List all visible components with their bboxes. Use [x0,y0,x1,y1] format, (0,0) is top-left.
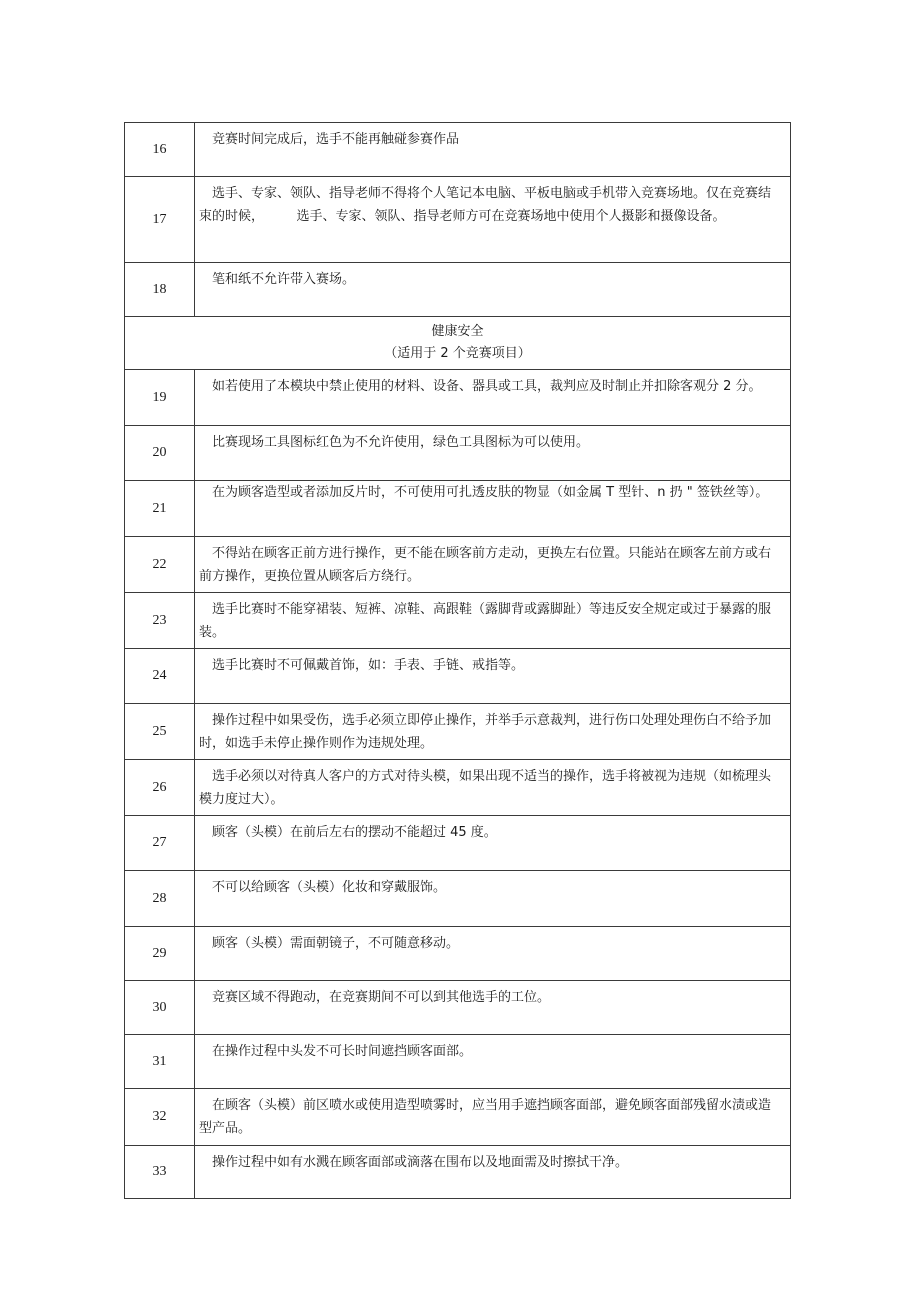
row-number: 18 [125,263,195,316]
row-text: 笔和纸不允许带入赛场。 [212,272,356,287]
row-number: 19 [125,370,195,425]
row-number: 25 [125,704,195,759]
row-number: 17 [125,177,195,262]
row-text: 在操作过程中头发不可长时间遮挡顾客面部。 [212,1044,473,1059]
table-row [125,1146,790,1198]
table-row [125,1089,790,1146]
row-number: 20 [125,426,195,480]
section-header [125,317,790,370]
row-text: 选手、专家、领队、指导老师不得将个人笔记本电脑、平板电脑或手机带入竞赛场地。仅在竞赛结束的时候， 选手、专家、领队、指导老师方可在竞赛场地中使用个人摄影和摄像设备。 [199,186,772,224]
row-text: 顾客（头模）在前后左右的摆动不能超过 45 度。 [212,825,497,840]
table-row [125,871,790,927]
row-number: 28 [125,871,195,926]
table-row [125,481,790,537]
table-row [125,760,790,816]
row-number: 31 [125,1035,195,1088]
row-text: 不可以给顾客（头模）化妆和穿戴服饰。 [212,880,447,895]
table-row [125,263,790,317]
table-row [125,927,790,981]
row-number: 24 [125,649,195,703]
table-row [125,704,790,760]
table-row [125,816,790,871]
row-number: 26 [125,760,195,815]
row-text: 操作过程中如果受伤，选手必须立即停止操作，并举手示意裁判，进行伤口处理处理伤白不给予加时，如选手未停止操作则作为违规处理。 [199,713,772,751]
row-text: 竞赛区域不得跑动，在竞赛期间不可以到其他选手的工位。 [212,990,551,1005]
table-row [125,1035,790,1089]
row-number: 16 [125,123,195,176]
row-number: 33 [125,1146,195,1198]
table-row [125,123,790,177]
row-number: 22 [125,537,195,592]
section-subtitle: （适用于 2 个竞赛项目） [384,346,531,361]
row-text: 选手比赛时不可佩戴首饰，如：手表、手链、戒指等。 [212,658,525,673]
row-text: 在顾客（头模）前区喷水或使用造型喷雾时，应当用手遮挡顾客面部，避免顾客面部残留水渍或造型产品。 [199,1098,772,1136]
table-row [125,177,790,263]
table-row [125,537,790,593]
row-text: 选手比赛时不能穿裙装、短裤、凉鞋、高跟鞋（露脚背或露脚趾）等违反安全规定或过于暴露的服装。 [199,602,772,640]
row-number: 29 [125,927,195,980]
row-text: 选手必须以对待真人客户的方式对待头模，如果出现不适当的操作，选手将被视为违规（如梳理头模力度过大）。 [199,769,772,807]
row-text: 比赛现场工具图标红色为不允许使用，绿色工具图标为可以使用。 [212,435,590,450]
row-text: 顾客（头模）需面朝镜子，不可随意移动。 [212,936,460,951]
row-number: 32 [125,1089,195,1145]
rules-table [124,122,791,1199]
table-row [125,593,790,649]
row-text: 如若使用了本模块中禁止使用的材料、设备、器具或工具，裁判应及时制止并扣除客观分 2 分。 [212,379,762,394]
row-number: 30 [125,981,195,1034]
row-number: 27 [125,816,195,870]
row-text: 不得站在顾客正前方进行操作，更不能在顾客前方走动，更换左右位置。只能站在顾客左前方或右前方操作，更换位置从顾客后方绕行。 [199,546,772,584]
table-row [125,370,790,426]
row-text: 在为顾客造型或者添加反片时，不可使用可扎透皮肤的物显（如金属 T 型针、n 扔 " 签铁丝等）。 [212,485,769,500]
row-text: 操作过程中如有水溅在顾客面部或滴落在围布以及地面需及时擦拭干净。 [212,1155,629,1170]
section-title: 健康安全 [431,324,484,339]
table-row [125,426,790,481]
row-text: 竞赛时间完成后，选手不能再触碰参赛作品 [212,132,460,147]
table-row [125,649,790,704]
row-number: 23 [125,593,195,648]
row-number: 21 [125,481,195,536]
table-row [125,981,790,1035]
